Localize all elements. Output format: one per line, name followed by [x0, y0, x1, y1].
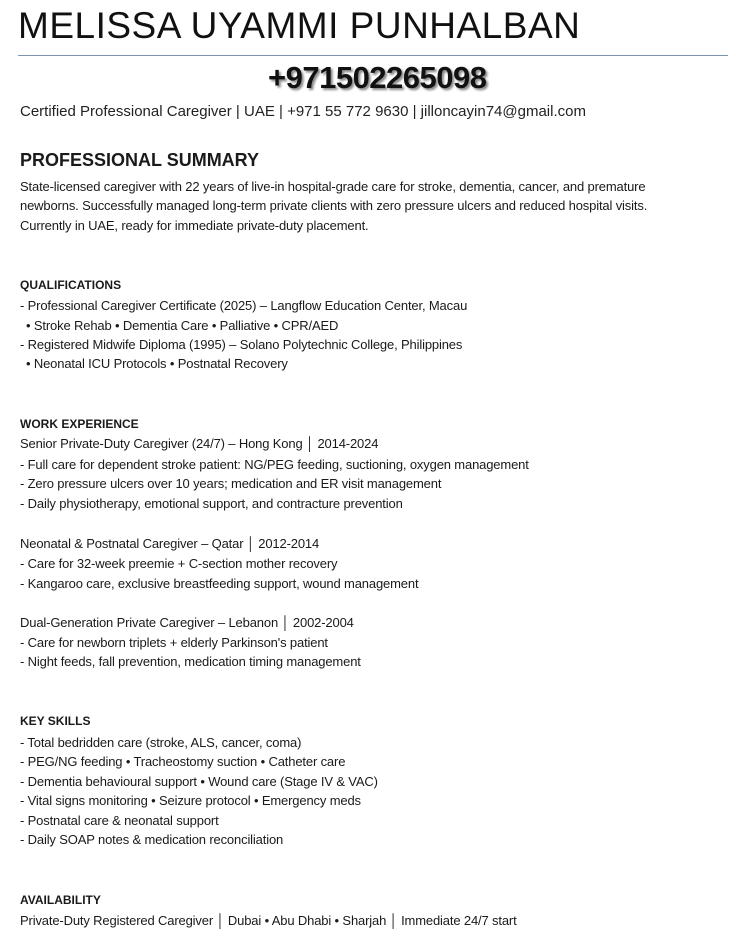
qualification-line: - Professional Caregiver Certificate (2025) – Langflow Education Center, Macau: [20, 298, 468, 313]
job-title: Neonatal & Postnatal Caregiver – Qatar │ 2012-2014: [20, 536, 320, 551]
qualification-line: - Registered Midwife Diploma (1995) – Solano Polytechnic College, Philippines: [20, 337, 463, 352]
summary-line: Currently in UAE, ready for immediate private-duty placement.: [20, 218, 369, 233]
job-title: Senior Private-Duty Caregiver (24/7) – Hong Kong │ 2014-2024: [20, 436, 379, 451]
qualification-line: • Neonatal ICU Protocols • Postnatal Recovery: [26, 356, 288, 371]
skill-line: - Dementia behavioural support • Wound care (Stage IV & VAC): [20, 774, 378, 789]
contact-line: Certified Professional Caregiver | UAE | +971 55 772 9630 | jilloncayin74@gmail.com: [20, 103, 586, 120]
skill-line: - Vital signs monitoring • Seizure protocol • Emergency meds: [20, 793, 361, 808]
summary-heading: PROFESSIONAL SUMMARY: [20, 150, 260, 170]
availability-heading: AVAILABILITY: [20, 893, 101, 907]
experience-heading: WORK EXPERIENCE: [20, 417, 139, 431]
skill-line: - Daily SOAP notes & medication reconciliation: [20, 832, 284, 847]
skill-line: - PEG/NG feeding • Tracheostomy suction • Catheter care: [20, 754, 346, 769]
job-title: Dual-Generation Private Caregiver – Lebanon │ 2002-2004: [20, 615, 354, 630]
availability-line: Private-Duty Registered Caregiver │ Dubai • Abu Dhabi • Sharjah │ Immediate 24/7 start: [20, 913, 517, 928]
summary-line: newborns. Successfully managed long-term private clients with zero pressure ulcers and reduced hospital visits.: [20, 198, 648, 213]
qualifications-heading: QUALIFICATIONS: [20, 278, 122, 292]
job-duty: - Full care for dependent stroke patient: NG/PEG feeding, suctioning, oxygen management: [20, 457, 529, 472]
job-duty: - Daily physiotherapy, emotional support, and contracture prevention: [20, 496, 403, 511]
job-duty: - Zero pressure ulcers over 10 years; medication and ER visit management: [20, 476, 442, 491]
phone-overlay: +971502265098: [268, 60, 487, 95]
candidate-name: MELISSA UYAMMI PUNHALBAN: [18, 5, 581, 46]
skill-line: - Total bedridden care (stroke, ALS, cancer, coma): [20, 735, 302, 750]
job-duty: - Care for 32-week preemie + C-section mother recovery: [20, 556, 338, 571]
job-duty: - Night feeds, fall prevention, medication timing management: [20, 654, 361, 669]
summary-line: State-licensed caregiver with 22 years of live-in hospital-grade care for stroke, dementia, cancer, and premature: [20, 179, 646, 194]
job-duty: - Kangaroo care, exclusive breastfeeding support, wound management: [20, 576, 419, 591]
header-divider: [18, 55, 728, 56]
qualification-line: • Stroke Rehab • Dementia Care • Palliative • CPR/AED: [26, 318, 339, 333]
skills-heading: KEY SKILLS: [20, 714, 91, 728]
skill-line: - Postnatal care & neonatal support: [20, 813, 219, 828]
job-duty: - Care for newborn triplets + elderly Parkinson's patient: [20, 635, 328, 650]
